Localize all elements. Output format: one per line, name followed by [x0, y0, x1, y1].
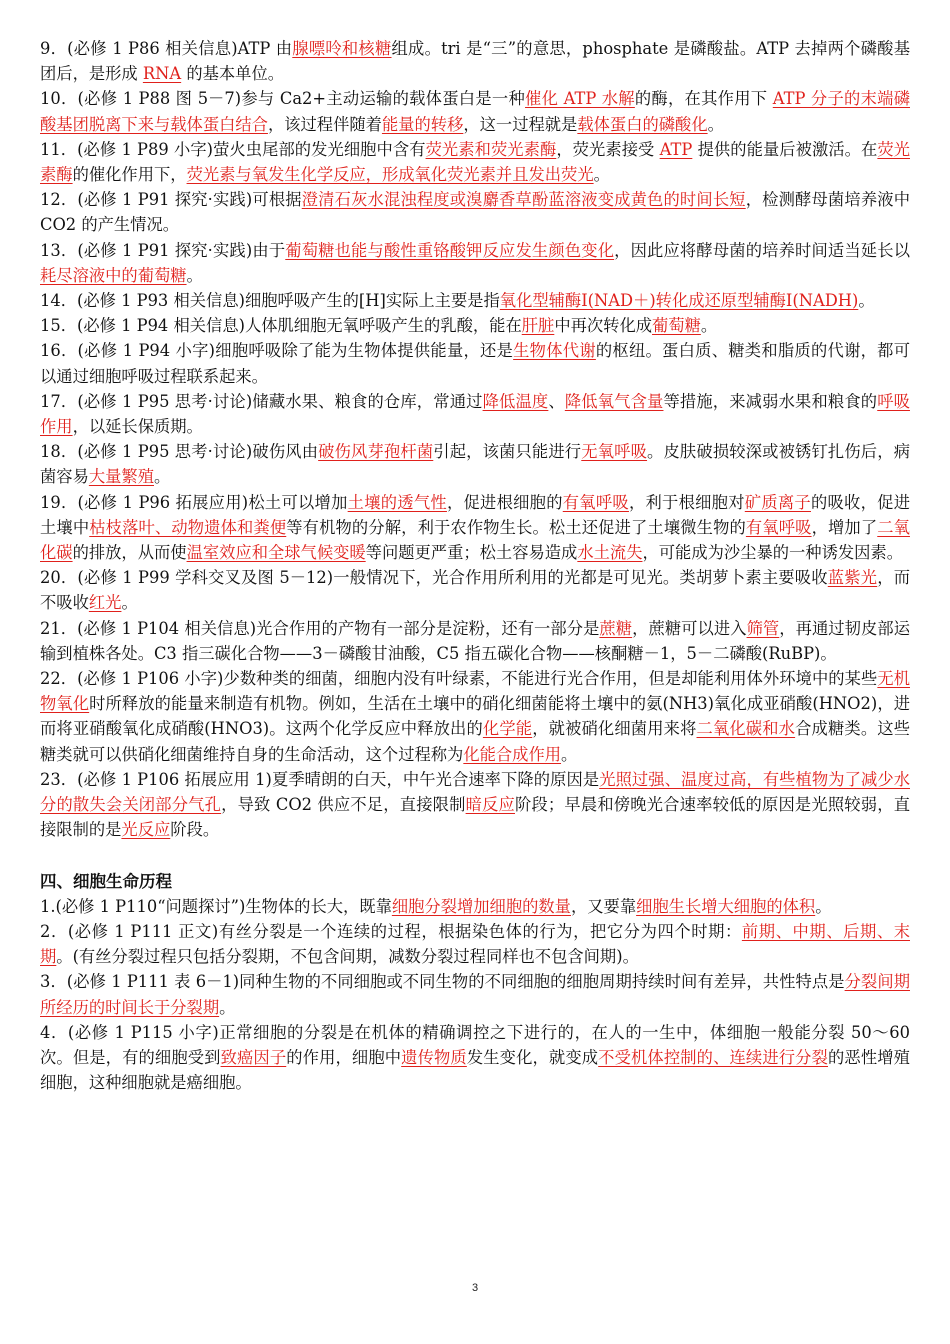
answer-blank: RNA	[142, 64, 182, 84]
answer-blank: 肝脏	[521, 316, 555, 336]
question-text: 12．(必修 1 P91 探究·实践)可根据	[40, 190, 302, 210]
question-text: 23．(必修 1 P106 拓展应用 1)夏季晴朗的白天，中午光合速率下降的原因是	[40, 769, 600, 789]
answer-blank: 前期、中期、后期、末期	[40, 921, 910, 967]
question-text: 10．(必修 1 P88 图 5－7)参与 Ca2+主动运输的载体蛋白是一种	[40, 89, 526, 109]
question-text: 2．(必修 1 P111 正文)有丝分裂是一个连续的过程，根据染色体的行为，把它分为四个时期：	[40, 921, 742, 941]
answer-blank: 化能合成作用	[463, 744, 562, 764]
question-text: 的催化作用下，	[72, 165, 187, 185]
question-text: ，又要靠	[570, 896, 637, 916]
answer-blank: 荧光素酶	[40, 139, 910, 185]
question-text: ，因此应将酵母菌的培养时间适当延长以	[614, 240, 910, 260]
question-text: 11．(必修 1 P89 小字)萤火虫尾部的发光细胞中含有	[40, 139, 426, 159]
knowledge-point	[40, 338, 910, 388]
answer-blank: 耗尽溶液中的葡萄糖	[40, 265, 187, 285]
question-text: 阶段；早晨和傍晚光合速率较低的原因是光照较弱，直接限制的是	[40, 795, 910, 840]
answer-blank: 荧光素和荧光素酶	[425, 139, 557, 159]
question-text: ，蔗糖可以进入	[632, 618, 747, 638]
question-text: ，该过程伴随着	[267, 114, 382, 134]
question-text: 阶段。	[170, 820, 220, 840]
answer-blank: 生物体代谢	[513, 341, 596, 361]
question-text: 。	[707, 114, 724, 134]
answer-blank: 蓝紫光	[827, 568, 878, 588]
question-text: 的排放，从而使	[72, 543, 187, 563]
question-text: 21．(必修 1 P104 相关信息)光合作用的产物有一部分是淀粉，还有一部分是	[40, 618, 600, 638]
question-text: 的吸收，促进土壤中	[40, 492, 910, 537]
answer-blank: 大量繁殖	[88, 467, 154, 487]
question-text: ，荧光素接受	[556, 139, 660, 159]
question-text: 13．(必修 1 P91 探究·实践)由于	[40, 240, 286, 260]
page-number: 3	[471, 1282, 479, 1294]
question-text: 。皮肤破损较深或被锈钉扎伤后，病菌容易	[40, 442, 910, 487]
question-text: 19．(必修 1 P96 拓展应用)松土可以增加	[40, 492, 348, 512]
answer-blank: 化学能	[482, 719, 533, 739]
question-text: 中再次转化成	[554, 316, 653, 336]
answer-blank: 有氧呼吸	[562, 492, 629, 512]
knowledge-point	[40, 238, 910, 288]
question-text: ，利于根细胞对	[628, 492, 745, 512]
answer-blank: 光反应	[121, 820, 171, 840]
answer-blank: 葡萄糖也能与酸性重铬酸钾反应发生颜色变化	[285, 240, 615, 260]
question-text: ，可能成为沙尘暴的一种诱发因素。	[642, 543, 903, 563]
question-text: 。	[815, 896, 832, 916]
question-text: ，检测酵母菌培养液中 CO2 的产生情况。	[40, 190, 910, 235]
question-text: ，以延长保质期。	[72, 417, 203, 437]
question-text: 。(有丝分裂过程只包括分裂期，不包含间期，减数分裂过程同样也不包含间期)。	[56, 947, 639, 967]
answer-blank: 葡萄糖	[652, 316, 701, 336]
answer-blank: 土壤的透气性	[347, 492, 447, 512]
question-text: 17．(必修 1 P95 思考·讨论)储藏水果、粮食的仓库，常通过	[40, 391, 483, 411]
answer-blank: ATP 分子的末端磷酸基团脱离下来与载体蛋白结合	[40, 89, 910, 134]
answer-blank: 致癌因子	[220, 1047, 287, 1067]
question-text: 20．(必修 1 P99 学科交叉及图 5－12)一般情况下，光合作用所利用的光都是可见光。类胡萝卜素主要吸收	[40, 568, 828, 588]
question-text: 22．(必修 1 P106 小字)少数种类的细菌，细胞内没有叶绿素，不能进行光合作用，但是却能利用体外环境中的某些	[40, 669, 878, 689]
question-text: 15．(必修 1 P94 相关信息)人体肌细胞无氧呼吸产生的乳酸，能在	[40, 316, 522, 336]
answer-blank: 载体蛋白的磷酸化	[577, 114, 708, 134]
knowledge-point	[40, 666, 910, 767]
question-text: 提供的能量后被激活。在	[692, 139, 878, 159]
question-text: ，这一过程就是	[463, 114, 578, 134]
knowledge-point	[40, 969, 910, 1019]
knowledge-point	[40, 288, 910, 313]
question-text: 发生变化，就变成	[466, 1047, 599, 1067]
question-text: 时所释放的能量来制造有机物。例如，生活在土壤中的硝化细菌能将土壤中的氨(NH3)氧化成亚硝酸(HNO2)，进而将亚硝酸氧化成硝酸(HNO3)。这两个化学反应中释放出的	[40, 694, 910, 739]
question-text: 。	[593, 165, 610, 185]
answer-blank: 细胞生长增大细胞的体积	[636, 896, 816, 916]
answer-blank: 腺嘌呤和核糖	[292, 39, 392, 58]
answer-blank: 筛管	[746, 618, 780, 638]
answer-blank: 二氧化碳	[40, 517, 910, 563]
knowledge-point	[40, 565, 910, 615]
answer-blank: 荧光素与氧发生化学反应，形成氧化荧光素并且发出荧光	[186, 165, 594, 185]
knowledge-point	[40, 616, 910, 666]
question-text: 的酶，在其作用下	[634, 89, 773, 109]
knowledge-point	[40, 187, 910, 237]
question-text: 4．(必修 1 P115 小字)正常细胞的分裂是在机体的精确调控之下进行的，在人的一生中，体细胞一般能分裂 50～60 次。但是，有的细胞受到	[40, 1022, 910, 1067]
question-text: ，增加了	[811, 517, 878, 537]
question-text: 等有机物的分解，利于农作物生长。松土还促进了土壤微生物的	[286, 517, 746, 537]
question-text: 。	[154, 467, 171, 487]
question-text: 。	[561, 744, 578, 764]
answer-blank: 红光	[88, 593, 122, 613]
question-text: 等问题更严重；松土容易造成	[365, 543, 578, 563]
knowledge-points-list	[40, 36, 910, 843]
cell-life-history-list	[40, 894, 910, 1096]
question-text: 、	[548, 391, 565, 411]
knowledge-point	[40, 894, 910, 919]
answer-blank: 暗反应	[465, 795, 515, 815]
answer-blank: 无机物氧化	[40, 669, 910, 714]
answer-blank: 二氧化碳和水	[696, 719, 796, 739]
question-text: 。	[121, 593, 138, 613]
knowledge-point	[40, 919, 910, 969]
answer-blank: 不受机体控制的、连续进行分裂	[598, 1047, 828, 1067]
answer-blank: 催化 ATP 水解	[525, 89, 635, 109]
question-text: 1.(必修 1 P110“问题探讨”)生物体的长大，既靠	[40, 896, 392, 916]
question-text: 的枢纽。蛋白质、糖类和脂质的代谢，都可以通过细胞呼吸过程联系起来。	[40, 341, 910, 386]
question-text: 。	[219, 997, 236, 1017]
answer-blank: 矿质离子	[744, 492, 811, 512]
knowledge-point	[40, 137, 910, 187]
answer-blank: 温室效应和全球气候变暖	[186, 543, 366, 563]
question-text: 的恶性增殖细胞，这种细胞就是癌细胞。	[40, 1047, 910, 1093]
question-text: 组成。tri 是“三”的意思，phosphate 是磷酸盐。ATP 去掉两个磷酸基团后，是形成	[40, 39, 910, 84]
question-text: ，而不吸收	[40, 568, 910, 613]
question-text: ，促进根细胞的	[446, 492, 563, 512]
answer-blank: ATP	[659, 139, 693, 159]
question-text: 。	[700, 316, 718, 336]
question-text: 16．(必修 1 P94 小字)细胞呼吸除了能为生物体提供能量，还是	[40, 341, 514, 361]
knowledge-point	[40, 36, 910, 86]
answer-blank: 降低氧气含量	[564, 391, 664, 411]
question-text: 合成糖类。这些糖类就可以供硝化细菌维持自身的生命活动，这个过程称为	[40, 719, 910, 764]
question-text: 18．(必修 1 P95 思考·讨论)破伤风由	[40, 442, 319, 462]
answer-blank: 氧化型辅酶Ⅰ(NAD＋)转化成还原型辅酶Ⅰ(NADH)	[499, 291, 859, 311]
question-text: ，再通过韧皮部运输到植株各处。C3 指三碳化合物——3－磷酸甘油酸，C5 指五碳化合物——核酮糖－1，5－二磷酸(RuBP)。	[40, 618, 910, 663]
question-text: 引起，该菌只能进行	[433, 442, 582, 462]
answer-blank: 破伤风芽孢杆菌	[318, 442, 434, 462]
section-heading: 四、细胞生命历程	[40, 871, 172, 891]
knowledge-point	[40, 86, 910, 136]
question-text: 。	[186, 265, 203, 285]
knowledge-point	[40, 389, 910, 439]
question-text: 的基本单位。	[181, 64, 285, 84]
answer-blank: 有氧呼吸	[745, 517, 812, 537]
answer-blank: 澄清石灰水混浊程度或溴麝香草酚蓝溶液变成黄色的时间长短	[301, 190, 746, 210]
question-text: 3．(必修 1 P111 表 6－1)同种生物的不同细胞或不同生物的不同细胞的细胞周期持续时间有差异，共性特点是	[40, 972, 845, 992]
answer-blank: 蔗糖	[599, 618, 633, 638]
knowledge-point	[40, 313, 910, 338]
knowledge-point	[40, 490, 910, 566]
answer-blank: 呼吸作用	[40, 391, 910, 437]
answer-blank: 枯枝落叶、动物遗体和粪便	[89, 517, 287, 537]
answer-blank: 无氧呼吸	[581, 442, 648, 462]
question-text: 等措施，来减弱水果和粮食的	[663, 391, 878, 411]
question-text: ，导致 CO2 供应不足，直接限制	[221, 795, 466, 815]
answer-blank: 降低温度	[482, 391, 549, 411]
answer-blank: 水土流失	[577, 543, 643, 563]
answer-blank: 分裂间期所经历的时间长于分裂期	[40, 972, 910, 1017]
question-text: 14．(必修 1 P93 相关信息)细胞呼吸产生的[H]实际上主要是指	[40, 291, 500, 311]
answer-blank: 遗传物质	[401, 1047, 467, 1067]
question-text: ，就被硝化细菌用来将	[532, 719, 697, 739]
answer-blank: 光照过强、温度过高，有些植物为了减少水分的散失会关闭部分气孔	[40, 769, 910, 815]
question-text: 的作用，细胞中	[286, 1047, 402, 1067]
knowledge-point	[40, 439, 910, 489]
answer-blank: 能量的转移	[381, 114, 464, 134]
question-text: 9．(必修 1 P86 相关信息)ATP 由	[40, 39, 293, 58]
knowledge-point	[40, 1020, 910, 1096]
question-text: 。	[858, 291, 875, 311]
knowledge-point	[40, 767, 910, 843]
answer-blank: 细胞分裂增加细胞的数量	[391, 896, 571, 916]
